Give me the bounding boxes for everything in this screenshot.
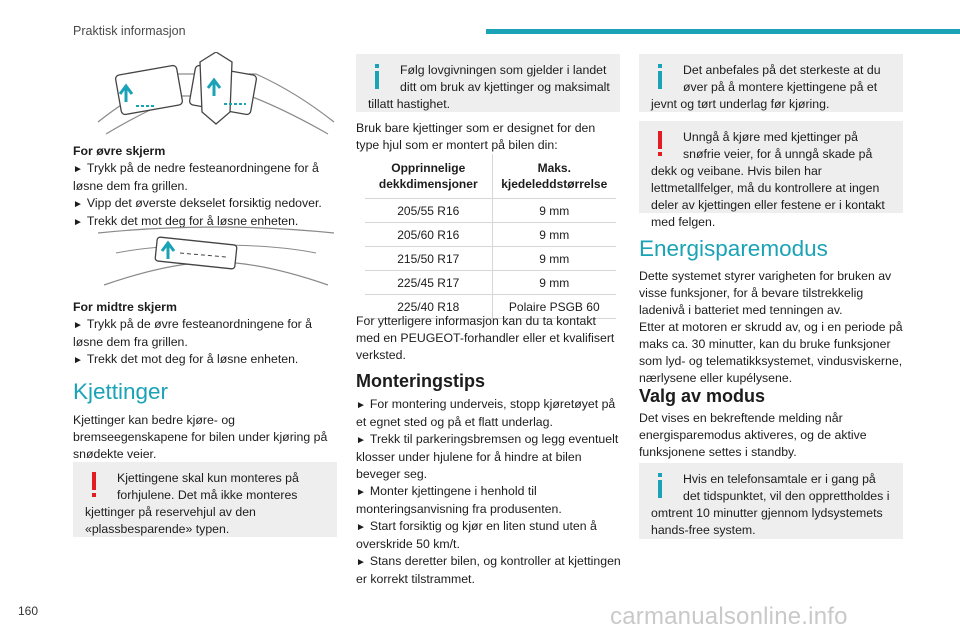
mounting-step-2: ► Trekk til parkeringsbremsen og legg eventuelt klosser under hjulene for å hindre at bilen beveger seg. [356,432,619,481]
bullet-icon: ► [356,522,366,533]
mounting-steps [356,396,622,588]
table-row [365,271,616,295]
table-cell: 215/50 R17 [365,247,492,271]
bullet-icon: ► [356,557,366,568]
table-row [365,223,616,247]
table-header-tire-size: Opprinnelige dekkdimensjoner [365,154,492,199]
middle-screen-title: For midtre skjerm [73,300,177,314]
legislation-info-note: Følg lovgivningen som gjelder i landet ditt om bruk av kjettinger og maksimalt tillatt hastighet. [356,54,620,112]
table-cell: Polaire PSGB 60 [492,295,616,319]
upper-step-3: ► Trekk det mot deg for å løsne enheten. [73,213,331,231]
table-cell: 205/60 R16 [365,223,492,247]
info-icon [651,62,669,92]
energy-paragraph-2: Etter at motoren er skrudd av, og i en periode på maks ca. 30 minutter, kan du bruke funksjoner som lyd- og telematikksystemet, vindusviskerne, nærlysene eller kupélysene. [639,320,903,385]
warning-icon [651,129,669,159]
table-cell: 9 mm [492,199,616,223]
bullet-icon: ► [73,320,83,331]
mounting-heading: Monteringstips [356,371,485,391]
header-accent-bar [486,29,960,34]
info-icon [368,62,386,92]
phone-info-note: Hvis en telefonsamtale er i gang på det tidspunktet, vil den opprettholdes i omtrent 10 minutter gjennom lydsystemets hands-free system. [639,463,903,539]
tire-chain-table [365,154,616,319]
energy-paragraph-1: Dette systemet styrer varigheten for bruken av visse funksjoner, for å bevare tilstrekkelig ladenivå i batteriet med tenningen av. [639,269,892,317]
chains-intro: Kjettinger kan bedre kjøre- og bremseegenskapene for bilen under kjøring på snødekte veier. [73,413,328,461]
table-cell: 225/40 R18 [365,295,492,319]
bullet-icon: ► [356,435,366,446]
mode-heading: Valg av modus [639,386,766,406]
table-row [365,247,616,271]
bullet-icon: ► [73,355,83,366]
running-header: Praktisk informasjon [73,24,186,38]
bullet-icon: ► [356,487,366,498]
bullet-icon: ► [73,164,83,175]
warning-icon [85,470,103,500]
mounting-step-5: ► Stans deretter bilen, og kontroller at kjettingen er korrekt tilstrammet. [356,554,621,586]
energy-heading: Energisparemodus [639,236,828,261]
middle-step-1: ► Trykk på de øvre festeanordningene for å løsne dem fra grillen. [73,317,313,349]
chains-warning-note: Kjettingene skal kun monteres på forhjulene. Det må ikke monteres kjettinger på reservehjul av den «plassbesparende» typen. [73,462,337,537]
practice-info-note: Det anbefales på det sterkeste at du øver på å montere kjettingene på et jevnt og tørt underlag før kjøring. [639,54,903,112]
mounting-step-3: ► Monter kjettingene i henhold til monteringsanvisning fra produsenten. [356,484,562,516]
table-row [365,199,616,223]
info-icon [651,471,669,501]
energy-description [639,268,903,387]
mounting-step-4: ► Start forsiktig og kjør en liten stund uten å overskride 50 km/t. [356,519,597,551]
snowfree-warning-note: Unngå å kjøre med kjettinger på snøfrie veier, for å unngå skade på dekk og veibane. Hvis bilen har lettmetallfelger, må du kontrollere at ingen deler av kjettingen eller festene er i kontakt med felgen. [639,121,903,213]
table-cell: 9 mm [492,247,616,271]
table-cell: 225/45 R17 [365,271,492,295]
upper-grille-illustration [96,52,336,136]
middle-step-2: ► Trekk det mot deg for å løsne enheten. [73,351,331,369]
upper-step-1: ► Trykk på de nedre festeanordningene for å løsne dem fra grillen. [73,161,319,193]
table-cell: 9 mm [492,223,616,247]
watermark-text: carmanualsonline.info [610,603,848,630]
table-header-row [365,154,616,199]
mounting-step-1: ► For montering underveis, stopp kjøretøyet på et egnet sted og på et flatt underlag. [356,397,616,429]
bullet-icon: ► [73,199,83,210]
mode-text: Det vises en bekreftende melding når energisparemodus aktiveres, og de aktive funksjonene settes i standby. [639,411,867,459]
bullet-icon: ► [356,400,366,411]
upper-screen-title: For øvre skjerm [73,144,166,158]
page-number: 160 [18,604,39,618]
table-cell: 205/55 R16 [365,199,492,223]
middle-screen-instructions [73,299,331,369]
bullet-icon: ► [73,217,83,228]
upper-screen-instructions [73,143,331,231]
upper-step-2: ► Vipp det øverste dekselet forsiktig nedover. [73,195,331,213]
table-header-max-link: Maks. kjedeleddstørrelse [492,154,616,199]
middle-grille-illustration [96,223,336,291]
chain-use-text: Bruk bare kjettinger som er designet for den type hjul som er montert på bilen din: [356,121,596,152]
table-cell: 9 mm [492,271,616,295]
chains-heading: Kjettinger [73,379,169,404]
more-info-text: For ytterligere informasjon kan du ta kontakt med en PEUGEOT-forhandler eller et kvalifisert verksted. [356,314,615,362]
